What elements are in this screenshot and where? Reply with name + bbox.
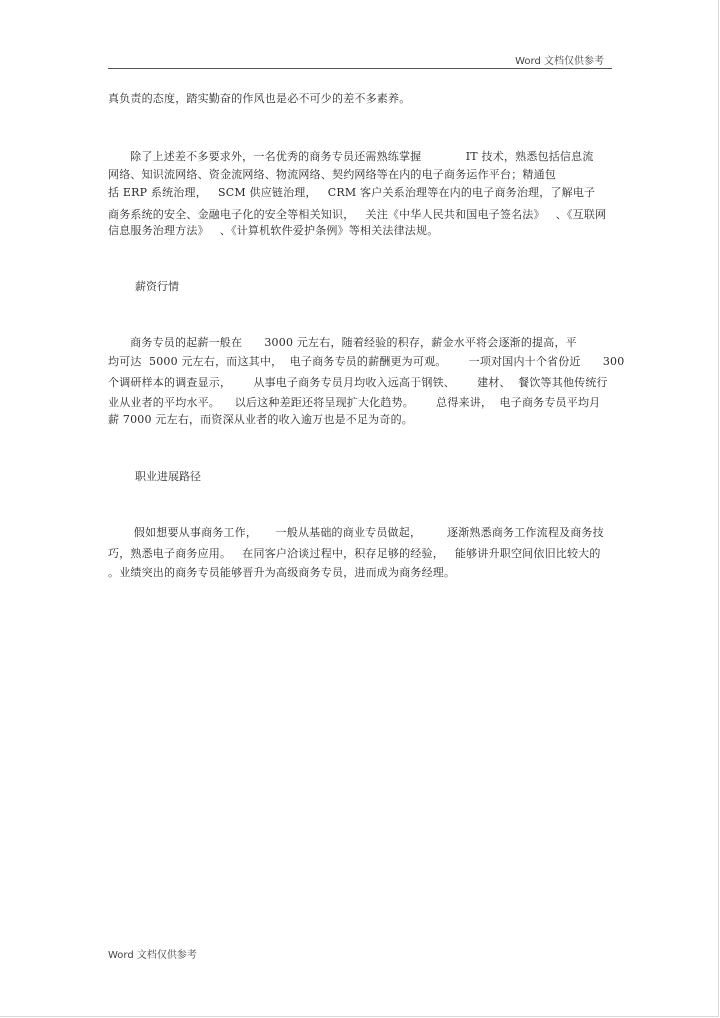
paragraph-line: 真负责的态度，踏实勤奋的作风也是必不可少的差不多素养。 bbox=[108, 92, 411, 105]
paragraph-line: 信息服务治理方法》 、《计算机软件爱护条例》等相关法律法规。 bbox=[108, 224, 439, 237]
paragraph-line: 括 ERP 系统治理， SCM 供应链治理， CRM 客户关系治理等在内的电子商务治理，了解电子 bbox=[108, 186, 596, 199]
paragraph-line: 业从业者的平均水平。 以后这种差距还将呈现扩大化趋势。 总得来讲， 电子商务专员平均月 bbox=[108, 396, 601, 409]
section-heading-career: 职业进展路径 bbox=[135, 470, 201, 483]
paragraph-line: 薪 7000 元左右，而资深从业者的收入逾万也是不足为奇的。 bbox=[108, 413, 413, 426]
page-header: Word 文档仅供参考 bbox=[515, 56, 604, 67]
paragraph-line: 个调研样本的调查显示， 从事电子商务专员月均收入远高于钢铁、 建材、 餐饮等其他传统行 bbox=[108, 376, 608, 389]
page-footer: Word 文档仅供参考 bbox=[108, 950, 197, 961]
paragraph-line: 巧，熟悉电子商务应用。 在同客户洽谈过程中，积存足够的经验， 能够讲升职空间依旧比较大的 bbox=[108, 547, 601, 560]
paragraph-line: 除了上述差不多要求外，一名优秀的商务专员还需熟练掌握 IT 技术，熟悉包括信息流 bbox=[108, 150, 594, 163]
section-heading-salary: 薪资行情 bbox=[135, 280, 179, 293]
paragraph-line: 商务专员的起薪一般在 3000 元左右，随着经验的积存，薪金水平将会逐渐的提高，平 bbox=[108, 336, 577, 349]
paragraph-line: 。业绩突出的商务专员能够晋升为高级商务专员，进而成为商务经理。 bbox=[108, 566, 456, 579]
paragraph-line: 商务系统的安全、金融电子化的安全等相关知识， 关注《中华人民共和国电子签名法》 、《互联网 bbox=[108, 208, 607, 221]
header-divider bbox=[108, 68, 612, 69]
paragraph-line: 假如想要从事商务工作， 一般从基础的商业专员做起， 逐渐熟悉商务工作流程及商务技 bbox=[108, 526, 604, 539]
paragraph-line: 网络、知识流网络、资金流网络、物流网络、契约网络等在内的电子商务运作平台；精通包 bbox=[108, 168, 556, 181]
paragraph-line: 均可达 5000 元左右，而这其中， 电子商务专员的薪酬更为可观。 一项对国内十个省份近 300 bbox=[108, 355, 625, 368]
